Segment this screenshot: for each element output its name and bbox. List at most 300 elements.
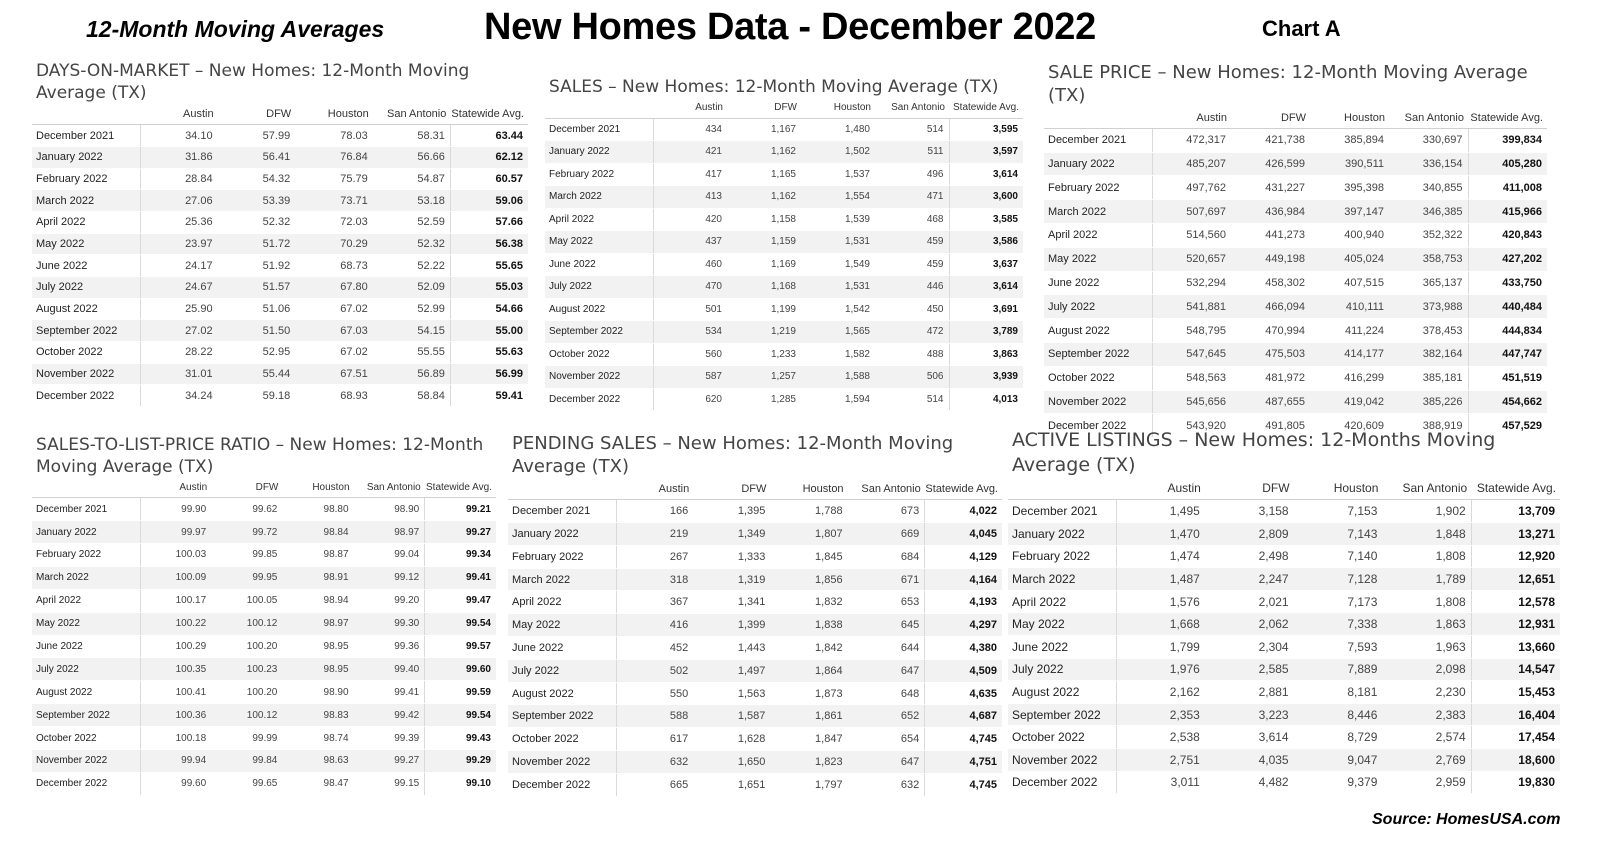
table-row [32,146,528,168]
row-label-month: May 2022 [32,233,140,255]
column-header: Statewide Avg. [1471,481,1560,500]
table-row [508,568,1002,591]
cell-statewide-avg: 3,939 [949,366,1023,389]
table-row [545,388,1023,411]
table-cell: 395,398 [1310,176,1389,200]
table-cell: 617 [616,728,693,751]
cell-statewide-avg: 55.63 [450,342,528,364]
table-cell: 75.79 [295,168,373,190]
table-row [32,320,528,342]
row-label-month: December 2022 [32,385,140,407]
table-row [508,637,1002,660]
table-cell: 99.20 [354,589,425,612]
table-row [32,589,496,612]
panel-title: PENDING SALES – New Homes: 12-Month Moving Average (TX) [512,433,954,478]
row-label-month: October 2022 [508,728,616,751]
table-cell: 358,753 [1389,247,1468,271]
table-cell: 73.71 [295,190,373,212]
row-label-month: December 2022 [1008,771,1116,794]
table-cell: 99.62 [211,498,282,521]
table-row [1008,545,1560,568]
row-label-month: June 2022 [545,253,653,276]
table-cell: 8,446 [1294,703,1383,726]
table-cell: 54.15 [373,320,451,342]
table-cell: 58.84 [373,385,451,407]
table-cell: 416,299 [1310,366,1389,390]
table-cell: 28.84 [140,168,218,190]
table-cell: 59.18 [218,385,296,407]
table-cell: 1,167 [727,118,801,141]
table-cell: 1,788 [770,500,847,523]
cell-statewide-avg: 99.27 [425,521,496,544]
table-row [1008,613,1560,636]
table-cell: 99.60 [140,772,211,795]
row-label-month: August 2022 [545,298,653,321]
table-row [1008,771,1560,794]
cell-statewide-avg: 99.29 [425,749,496,772]
row-label-month: February 2022 [1044,176,1152,200]
table-cell: 99.72 [211,521,282,544]
table-cell: 68.93 [295,385,373,407]
cell-statewide-avg: 427,202 [1468,247,1547,271]
cell-statewide-avg: 3,691 [949,298,1023,321]
table-cell: 420 [653,208,727,231]
row-label-month: December 2022 [508,773,616,796]
page-title: New Homes Data - December 2022 [484,6,1096,48]
table-cell: 98.47 [282,772,353,795]
row-label-month: May 2022 [545,231,653,254]
table-cell: 3,614 [1205,726,1294,749]
table-cell: 52.95 [218,342,296,364]
table-cell: 458,302 [1231,271,1310,295]
column-header-blank [1044,112,1152,129]
table-cell: 99.99 [211,727,282,750]
table-cell: 98.97 [354,521,425,544]
panel-sale-price [1044,61,1547,438]
table-cell: 100.20 [211,635,282,658]
table-cell: 684 [848,545,925,568]
row-label-month: October 2022 [1008,726,1116,749]
table-cell: 497,762 [1152,176,1231,200]
cell-statewide-avg: 99.41 [425,566,496,589]
table-cell: 1,848 [1382,522,1471,545]
table-cell: 475,503 [1231,342,1310,366]
row-label-month: December 2022 [32,772,140,795]
table-cell: 98.74 [282,727,353,750]
table-cell: 488 [875,343,949,366]
table-cell: 365,137 [1389,271,1468,295]
column-header: San Antonio [373,108,451,125]
table-cell: 385,226 [1389,390,1468,414]
row-label-month: August 2022 [32,681,140,704]
table-cell: 67.03 [295,320,373,342]
table-cell: 468 [875,208,949,231]
table-cell: 466,094 [1231,295,1310,319]
cell-statewide-avg: 15,453 [1471,681,1560,704]
table-cell: 52.32 [218,211,296,233]
panel-title: SALE PRICE – New Homes: 12-Month Moving Average (TX) [1048,62,1528,107]
column-header-blank [32,108,140,125]
table-cell: 1,531 [801,231,875,254]
row-label-month: July 2022 [545,276,653,299]
cell-statewide-avg: 405,280 [1468,152,1547,176]
table-cell: 2,062 [1205,613,1294,636]
cell-statewide-avg: 454,662 [1468,390,1547,414]
table-cell: 2,353 [1116,703,1205,726]
data-table [1044,112,1547,438]
table-row [32,543,496,566]
cell-statewide-avg: 99.54 [425,612,496,635]
table-cell: 99.42 [354,704,425,727]
table-cell: 7,593 [1294,635,1383,658]
row-label-month: April 2022 [508,591,616,614]
row-label-month: March 2022 [32,566,140,589]
panel-title: SALES – New Homes: 12-Month Moving Average (TX) [549,77,999,97]
table-cell: 1,443 [693,637,770,660]
row-label-month: December 2021 [545,118,653,141]
table-cell: 437 [653,231,727,254]
table-cell: 52.09 [373,277,451,299]
table-cell: 3,011 [1116,771,1205,794]
table-cell: 514 [875,118,949,141]
table-row [508,705,1002,728]
table-cell: 405,024 [1310,247,1389,271]
table-row [1044,223,1547,247]
cell-statewide-avg: 13,660 [1471,635,1560,658]
table-cell: 434 [653,118,727,141]
table-cell: 98.91 [282,566,353,589]
table-cell: 385,181 [1389,366,1468,390]
table-cell: 4,482 [1205,771,1294,794]
row-label-month: November 2022 [1008,748,1116,771]
row-label-month: February 2022 [545,163,653,186]
table-cell: 7,889 [1294,658,1383,681]
table-cell: 487,655 [1231,390,1310,414]
cell-statewide-avg: 3,789 [949,321,1023,344]
table-cell: 52.99 [373,298,451,320]
table-cell: 99.90 [140,498,211,521]
table-cell: 100.20 [211,681,282,704]
table-cell: 100.18 [140,727,211,750]
table-cell: 1,542 [801,298,875,321]
cell-statewide-avg: 12,578 [1471,590,1560,613]
row-label-month: November 2022 [32,749,140,772]
table-cell: 99.95 [211,566,282,589]
table-cell: 51.72 [218,233,296,255]
table-row [32,298,528,320]
table-cell: 4,035 [1205,748,1294,771]
cell-statewide-avg: 3,637 [949,253,1023,276]
table-cell: 99.36 [354,635,425,658]
table-row [545,208,1023,231]
cell-statewide-avg: 4,193 [925,591,1002,614]
table-cell: 56.66 [373,146,451,168]
table-cell: 2,751 [1116,748,1205,771]
table-cell: 1,531 [801,276,875,299]
cell-statewide-avg: 17,454 [1471,726,1560,749]
cell-statewide-avg: 420,843 [1468,223,1547,247]
column-header-blank [1008,481,1116,500]
table-row [32,255,528,277]
row-label-month: August 2022 [1044,319,1152,343]
panel-active-listings [1008,428,1560,794]
table-cell: 336,154 [1389,152,1468,176]
table-cell: 2,021 [1205,590,1294,613]
table-cell: 1,285 [727,388,801,411]
table-cell: 421,738 [1231,128,1310,152]
table-cell: 1,399 [693,614,770,637]
row-label-month: September 2022 [545,321,653,344]
row-label-month: August 2022 [508,682,616,705]
table-cell: 367 [616,591,693,614]
table-cell: 588 [616,705,693,728]
table-cell: 470 [653,276,727,299]
column-header: DFW [727,102,801,118]
row-label-month: September 2022 [32,320,140,342]
table-cell: 28.22 [140,342,218,364]
row-label-month: May 2022 [1008,613,1116,636]
table-cell: 407,515 [1310,271,1389,295]
table-row [32,635,496,658]
cell-statewide-avg: 3,586 [949,231,1023,254]
table-row [1044,200,1547,224]
cell-statewide-avg: 59.41 [450,385,528,407]
table-cell: 654 [848,728,925,751]
table-cell: 647 [848,659,925,682]
table-cell: 587 [653,366,727,389]
table-row [508,523,1002,546]
table-row [1008,522,1560,545]
row-label-month: September 2022 [1044,342,1152,366]
cell-statewide-avg: 12,931 [1471,613,1560,636]
table-cell: 53.18 [373,190,451,212]
table-cell: 1,864 [770,659,847,682]
data-table [32,108,528,407]
cell-statewide-avg: 3,614 [949,163,1023,186]
table-cell: 506 [875,366,949,389]
table-row [508,500,1002,523]
table-row [545,163,1023,186]
row-label-month: May 2022 [1044,247,1152,271]
column-header-blank [32,482,140,498]
column-header: Statewide Avg. [450,108,528,125]
cell-statewide-avg: 4,687 [925,705,1002,728]
table-cell: 534 [653,321,727,344]
table-cell: 1,842 [770,637,847,660]
table-cell: 352,322 [1389,223,1468,247]
table-cell: 653 [848,591,925,614]
cell-statewide-avg: 99.21 [425,498,496,521]
column-header: Houston [282,482,353,498]
cell-statewide-avg: 3,600 [949,186,1023,209]
column-header: Houston [1294,481,1383,500]
table-cell: 1,807 [770,523,847,546]
table-cell: 548,795 [1152,319,1231,343]
table-cell: 1,168 [727,276,801,299]
row-label-month: October 2022 [545,343,653,366]
table-cell: 652 [848,705,925,728]
table-cell: 378,453 [1389,319,1468,343]
table-cell: 99.39 [354,727,425,750]
table-cell: 390,511 [1310,152,1389,176]
table-row [1044,342,1547,366]
row-label-month: November 2022 [1044,390,1152,414]
table-cell: 532,294 [1152,271,1231,295]
row-label-month: March 2022 [1008,568,1116,591]
column-header: Austin [1152,112,1231,129]
table-cell: 98.83 [282,704,353,727]
row-label-month: December 2021 [508,500,616,523]
table-cell: 99.27 [354,749,425,772]
table-cell: 68.73 [295,255,373,277]
cell-statewide-avg: 457,529 [1468,414,1547,438]
cell-statewide-avg: 55.65 [450,255,528,277]
row-label-month: October 2022 [32,342,140,364]
table-cell: 98.90 [354,498,425,521]
column-header: Austin [140,108,218,125]
table-cell: 514 [875,388,949,411]
table-cell: 632 [848,773,925,796]
table-cell: 27.06 [140,190,218,212]
table-cell: 1,563 [693,682,770,705]
table-cell: 219 [616,523,693,546]
table-row [1008,726,1560,749]
table-cell: 100.22 [140,612,211,635]
table-cell: 1,650 [693,751,770,774]
column-header: Austin [616,483,693,500]
table-cell: 25.90 [140,298,218,320]
table-cell: 1,565 [801,321,875,344]
cell-statewide-avg: 4,129 [925,545,1002,568]
row-label-month: May 2022 [508,614,616,637]
table-cell: 2,098 [1382,658,1471,681]
table-cell: 1,628 [693,728,770,751]
table-row [545,276,1023,299]
cell-statewide-avg: 451,519 [1468,366,1547,390]
table-cell: 1,333 [693,545,770,568]
cell-statewide-avg: 19,830 [1471,771,1560,794]
table-row [32,125,528,147]
table-row [1008,748,1560,771]
table-cell: 520,657 [1152,247,1231,271]
table-row [32,233,528,255]
table-cell: 51.06 [218,298,296,320]
table-cell: 1,502 [801,141,875,164]
table-cell: 100.09 [140,566,211,589]
table-cell: 400,940 [1310,223,1389,247]
table-cell: 388,919 [1389,414,1468,438]
cell-statewide-avg: 433,750 [1468,271,1547,295]
table-cell: 31.01 [140,363,218,385]
table-row [1044,295,1547,319]
table-cell: 560 [653,343,727,366]
table-row [508,773,1002,796]
table-cell: 673 [848,500,925,523]
table-row [1008,590,1560,613]
cell-statewide-avg: 3,585 [949,208,1023,231]
row-label-month: December 2021 [1044,128,1152,152]
row-label-month: October 2022 [32,727,140,750]
table-cell: 1,963 [1382,635,1471,658]
table-row [32,772,496,795]
table-cell: 1,832 [770,591,847,614]
row-label-month: March 2022 [1044,200,1152,224]
table-cell: 52.22 [373,255,451,277]
column-header: DFW [693,483,770,500]
table-row [508,659,1002,682]
column-header: San Antonio [875,102,949,118]
table-cell: 436,984 [1231,200,1310,224]
subtitle-moving-averages: 12-Month Moving Averages [86,16,385,42]
table-cell: 541,881 [1152,295,1231,319]
table-cell: 25.36 [140,211,218,233]
table-cell: 98.80 [282,498,353,521]
cell-statewide-avg: 13,271 [1471,522,1560,545]
panel-pending-sales [508,432,1002,797]
row-label-month: July 2022 [32,277,140,299]
table-cell: 100.05 [211,589,282,612]
table-cell: 100.12 [211,704,282,727]
row-label-month: December 2022 [1044,414,1152,438]
table-cell: 1,162 [727,141,801,164]
table-row [1008,658,1560,681]
column-header: Statewide Avg. [1468,112,1547,129]
table-row [32,363,528,385]
table-cell: 1,838 [770,614,847,637]
column-header-blank [545,102,653,118]
panel-sales-to-list-price-ratio [32,434,496,796]
cell-statewide-avg: 4,022 [925,500,1002,523]
table-cell: 1,847 [770,728,847,751]
table-cell: 267 [616,545,693,568]
table-cell: 98.90 [282,681,353,704]
table-row [1044,152,1547,176]
data-table [508,483,1002,797]
table-cell: 1,789 [1382,568,1471,591]
table-cell: 100.36 [140,704,211,727]
table-row [545,343,1023,366]
table-cell: 472 [875,321,949,344]
table-row [1044,247,1547,271]
table-cell: 8,729 [1294,726,1383,749]
table-cell: 441,273 [1231,223,1310,247]
table-cell: 1,319 [693,568,770,591]
row-label-month: January 2022 [508,523,616,546]
column-header: Austin [140,482,211,498]
table-cell: 385,894 [1310,128,1389,152]
table-cell: 1,257 [727,366,801,389]
table-cell: 52.59 [373,211,451,233]
table-cell: 23.97 [140,233,218,255]
table-cell: 58.31 [373,125,451,147]
table-cell: 1,395 [693,500,770,523]
row-label-month: February 2022 [32,543,140,566]
table-row [508,614,1002,637]
table-cell: 2,498 [1205,545,1294,568]
table-row [545,321,1023,344]
table-cell: 2,769 [1382,748,1471,771]
row-label-month: February 2022 [32,168,140,190]
table-cell: 100.12 [211,612,282,635]
column-header: DFW [1231,112,1310,129]
table-row [508,728,1002,751]
table-cell: 330,697 [1389,128,1468,152]
table-cell: 431,227 [1231,176,1310,200]
table-row [545,366,1023,389]
table-cell: 7,338 [1294,613,1383,636]
table-cell: 2,247 [1205,568,1294,591]
table-row [32,566,496,589]
